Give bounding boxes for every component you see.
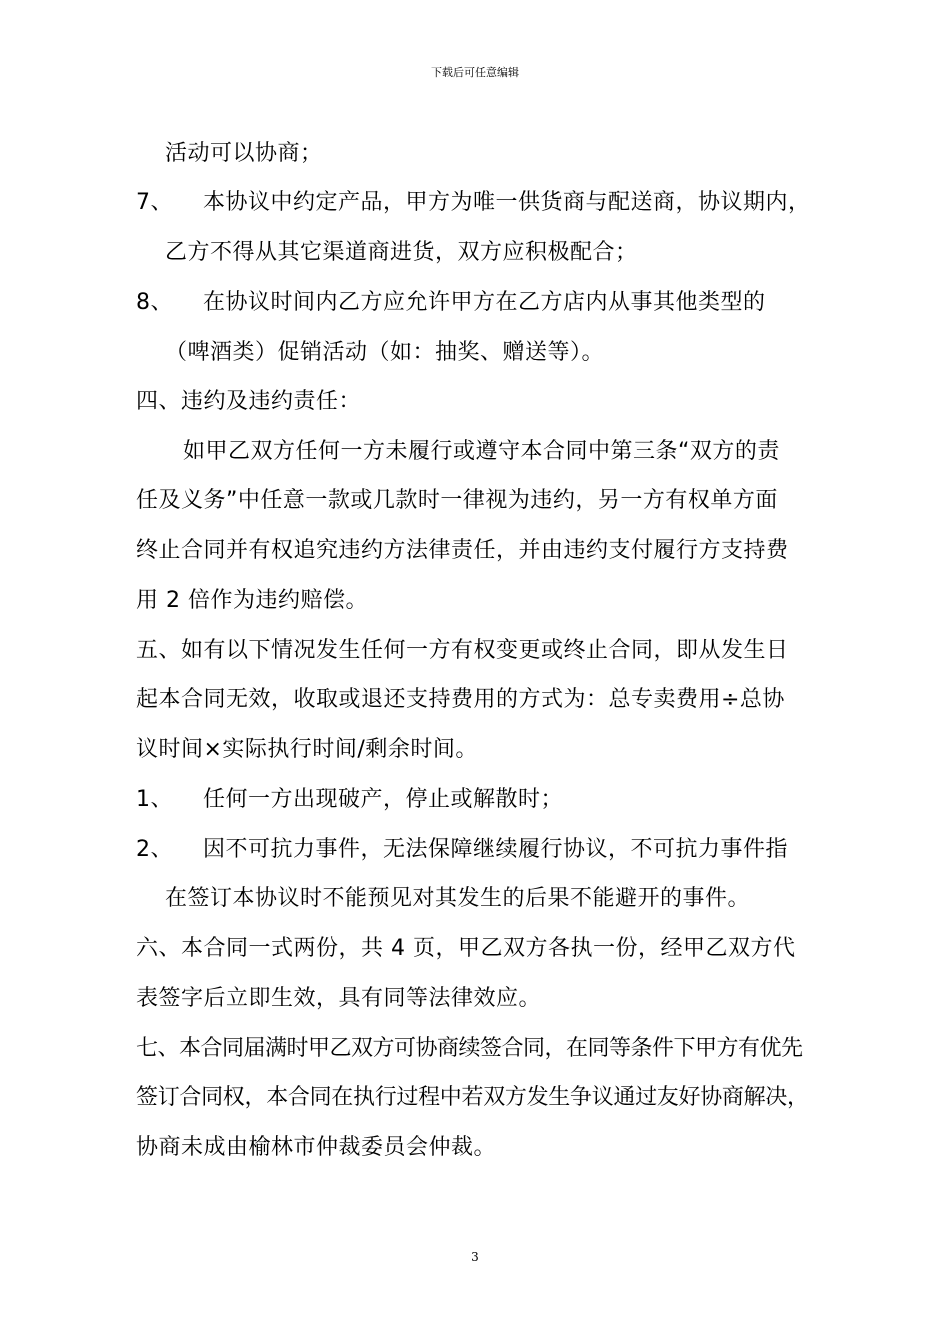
line-text: （啤酒类）促销活动（如：抽奖、赠送等）。 [165, 340, 605, 365]
line-text: 表签字后立即生效，具有同等法律效应。 [136, 986, 542, 1011]
line-text: 终止合同并有权追究违约方法律责任，并由违约支付履行方支持费 [136, 538, 789, 563]
paragraph-line [136, 984, 541, 1014]
list-item-text: 本协议中约定产品，甲方为唯一供货商与配送商，协议期内， [203, 190, 811, 215]
paragraph-line [136, 1083, 809, 1113]
section-heading [136, 636, 789, 666]
list-item [136, 835, 788, 865]
paragraph-line [136, 735, 478, 765]
paragraph-line [183, 437, 780, 467]
text-line [165, 139, 323, 169]
text-line [165, 338, 604, 368]
paragraph-line [136, 586, 368, 616]
list-item-text: 在协议时间内乙方应允许甲方在乙方店内从事其他类型的 [203, 290, 766, 315]
line-text: 五、如有以下情况发生任何一方有权变更或终止合同，即从发生日 [136, 638, 789, 663]
line-text: 七、本合同届满时甲乙双方可协商续签合同，在同等条件下甲方有优先 [136, 1036, 803, 1061]
list-item [136, 188, 811, 218]
section-heading [136, 1034, 803, 1064]
paragraph-line [136, 486, 778, 516]
page-number: 3 [471, 1250, 479, 1264]
text-line [165, 238, 638, 268]
section-heading [136, 934, 796, 964]
line-text: 议时间×实际执行时间/剩余时间。 [136, 737, 478, 762]
list-item-number: 1、 [136, 787, 173, 812]
line-text: 如甲乙双方任何一方未履行或遵守本合同中第三条“双方的责 [183, 439, 780, 464]
paragraph-line [136, 536, 789, 566]
line-text: 在签订本协议时不能预见对其发生的后果不能避开的事件。 [165, 886, 751, 911]
list-item [136, 288, 766, 318]
list-item-number: 7、 [136, 190, 173, 215]
line-text: 用 2 倍作为违约赔偿。 [136, 588, 368, 613]
line-text: 乙方不得从其它渠道商进货，双方应积极配合； [165, 240, 638, 265]
line-text: 活动可以协商； [165, 141, 323, 166]
text-line [165, 884, 750, 914]
line-text: 起本合同无效，收取或退还支持费用的方式为：总专卖费用÷总协 [136, 687, 785, 712]
page-header: 下载后可任意编辑 [431, 66, 519, 79]
list-item-text: 任何一方出现破产，停止或解散时； [203, 787, 564, 812]
paragraph-line [136, 1133, 496, 1163]
list-item-text: 因不可抗力事件，无法保障继续履行协议，不可抗力事件指 [203, 837, 789, 862]
section-heading [136, 387, 361, 417]
section-heading-text: 四、违约及违约责任： [136, 389, 362, 414]
list-item-number: 8、 [136, 290, 173, 315]
paragraph-line [136, 685, 785, 715]
list-item-number: 2、 [136, 837, 173, 862]
line-text: 六、本合同一式两份，共 4 页，甲乙双方各执一份，经甲乙双方代 [136, 936, 796, 961]
line-text: 签订合同权，本合同在执行过程中若双方发生争议通过友好协商解决， [136, 1085, 809, 1110]
list-item [136, 785, 563, 815]
line-text: 协商未成由榆林市仲裁委员会仲裁。 [136, 1135, 497, 1160]
line-text: 任及义务”中任意一款或几款时一律视为违约，另一方有权单方面 [136, 488, 778, 513]
